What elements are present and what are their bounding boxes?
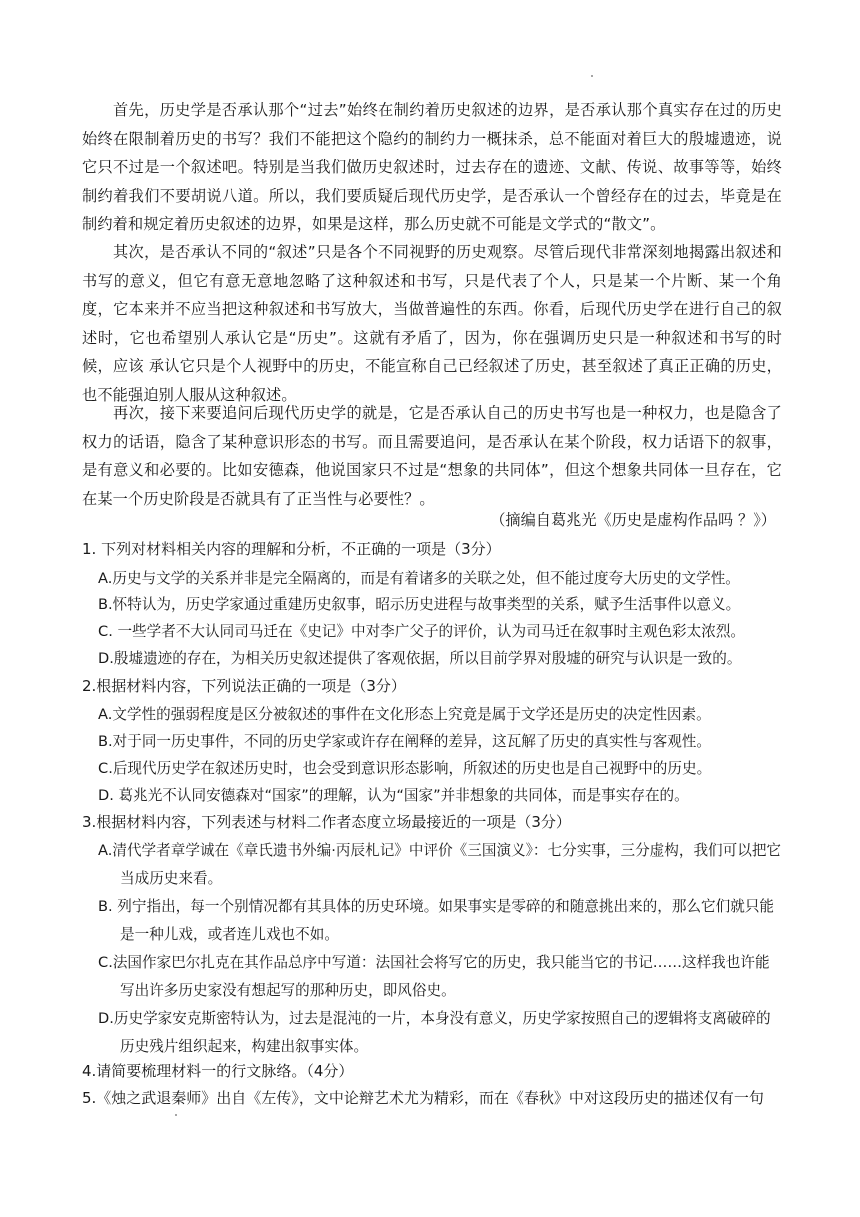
question-3-option-b: B. 列宁指出，每一个别情况都有其具体的历史环境。如果事实是零碎的和随意挑出来的，那么它们就只能是一种儿戏，或者连儿戏也不如。	[98, 898, 775, 943]
question-3-stem: 3.根据材料内容，下列表述与材料二作者态度立场最接近的一项是（3分）	[82, 813, 571, 831]
question-2-option-b: B.对于同一历史事件，不同的历史学家或许存在阐释的差异，这瓦解了历史的真实性与客观性。	[98, 733, 711, 750]
question-3-option-c: C.法国作家巴尔扎克在其作品总序中写道：法国社会将写它的历史，我只能当它的书记……这样我也许能写出许多历史家没有想起写的那种历史，即风俗史。	[98, 954, 770, 999]
passage-paragraph-3: 再次，接下来要追问后现代历史学的就是，它是否承认自己的历史书写也是一种权力，也是隐含了权力的话语，隐含了某种意识形态的书写。而且需要追问，是否承认在某个阶段，权力话语下的叙事，是有意义和必要的。比如安德森，他说国家只不过是“想象的共同体”，但这个想象共同体一旦存在，它在某一个历史阶段是否就具有了正当性与必要性？。	[82, 404, 782, 508]
question-2-option-d: D. 葛兆光不认同安德森对“国家”的理解，认为“国家”并非想象的共同体，而是事实存在的。	[98, 787, 689, 804]
passage-source: （摘编自葛兆光《历史是虚构作品吗 ？》）	[490, 511, 776, 529]
scan-speck	[175, 1114, 177, 1116]
passage-paragraph-2: 其次，是否承认不同的“叙述”只是各个不同视野的历史观察。尽管后现代非常深刻地揭露出叙述和 书写的意义，但它有意无意地忽略了这种叙述和书写，只是代表了个人，只是某一个片断、某一个角度，它本来并不应当把这种叙述和书写放大，当做普遍性的东西。你看，后现代历史学在进行自己的叙述时，它也希望别人承认它是“历史”。这就有矛盾了，因为，你在强调历史只是一种叙述和书写的时候，应该 承认它只是个人视野中的历史，不能宣称自己已经叙述了历史，甚至叙述了真正正确的历史，也不能强迫别人服从这种叙述。	[82, 243, 782, 404]
question-1-option-b: B.怀特认为，历史学家通过重建历史叙事，昭示历史进程与故事类型的关系，赋予生活事件以意义。	[98, 596, 741, 613]
scan-speck	[591, 75, 593, 77]
question-2-option-c: C.后现代历史学在叙述历史时，也会受到意识形态影响，所叙述的历史也是自己视野中的历史。	[98, 760, 712, 777]
question-1-option-a: A.历史与文学的关系并非是完全隔离的，而是有着诸多的关联之处，但不能过度夸大历史的文学性。	[98, 570, 740, 587]
question-5-stem: 5.《烛之武退秦师》出自《左传》，文中论辩艺术尤为精彩，而在《春秋》中对这段历史的描述仅有一句	[82, 1089, 764, 1107]
passage-paragraph-1: 首先，历史学是否承认那个“过去”始终在制约着历史叙述的边界，是否承认那个真实存在过的历史始终在限制着历史的书写？我们不能把这个隐约的制约力一概抹杀，总不能面对着巨大的殷墟遗迹，说它只不过是一个叙述吧。特别是当我们做历史叙述时，过去存在的遗迹、文献、传说、故事等等，始终制约着我们不要胡说八道。所以，我们要质疑后现代历史学，是否承认一个曾经存在的过去，毕竟是在制约着和规定着历史叙述的边界，如果是这样，那么历史就不可能是文学式的“散文”。	[82, 101, 782, 233]
question-3-option-a: A.清代学者章学诚在《章氏遗书外编·丙辰札记》中评价《三国演义》：七分实事，三分虚构，我们可以把它当成历史来看。	[98, 842, 782, 887]
question-1-stem: 1. 下列对材料相关内容的理解和分析，不正确的一项是（3分）	[82, 540, 501, 558]
question-2-option-a: A.文学性的强弱程度是区分被叙述的事件在文化形态上究竟是属于文学还是历史的决定性因素。	[98, 706, 711, 723]
question-2-stem: 2.根据材料内容，下列说法正确的一项是（3分）	[82, 677, 406, 695]
question-3-option-d: D.历史学家安克斯密特认为，过去是混沌的一片，本身没有意义，历史学家按照自己的逻辑将支离破碎的历史残片组织起来，构建出叙事实体。	[98, 1010, 771, 1055]
question-1-option-c: C. 一些学者不大认同司马迁在《史记》中对李广父子的评价，认为司马迁在叙事时主观色彩太浓烈。	[98, 623, 746, 640]
question-1-option-d: D.殷墟遗迹的存在，为相关历史叙述提供了客观依据，所以目前学界对殷墟的研究与认识是一致的。	[98, 650, 742, 667]
question-4-stem: 4.请简要梳理材料一的行文脉络。（4分）	[82, 1062, 354, 1080]
